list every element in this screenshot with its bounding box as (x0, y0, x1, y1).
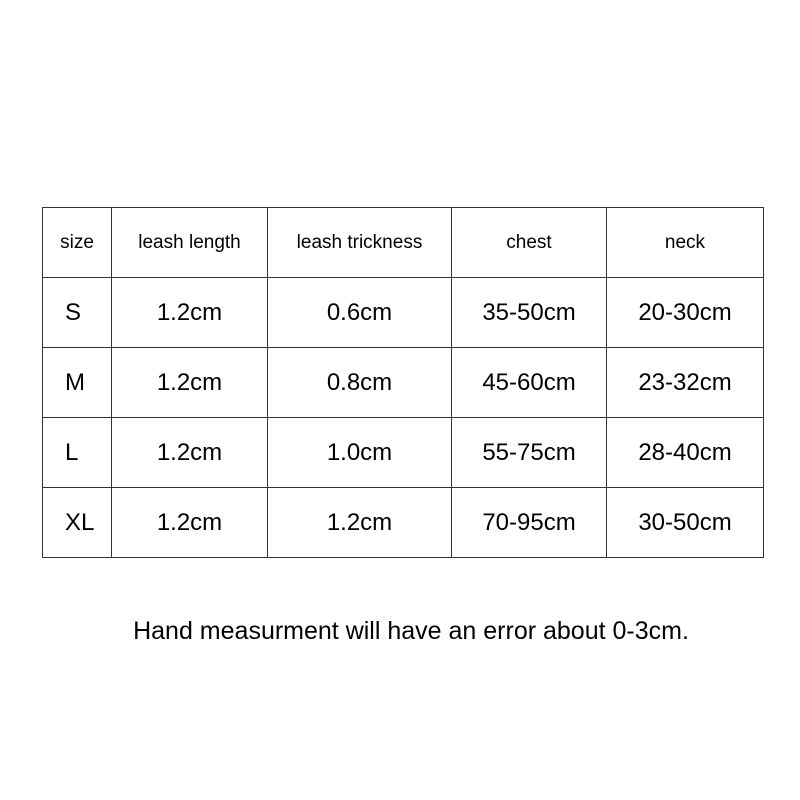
cell-chest: 70-95cm (452, 488, 607, 558)
cell-chest: 35-50cm (452, 278, 607, 348)
cell-size: S (43, 278, 112, 348)
cell-leash-length: 1.2cm (112, 488, 268, 558)
cell-size: XL (43, 488, 112, 558)
cell-leash-thickness: 1.0cm (268, 418, 452, 488)
cell-leash-thickness: 0.6cm (268, 278, 452, 348)
table-row (43, 278, 764, 348)
header-leash-thickness: leash trickness (268, 208, 452, 278)
cell-chest: 45-60cm (452, 348, 607, 418)
header-leash-length: leash length (112, 208, 268, 278)
table-row (43, 488, 764, 558)
cell-leash-length: 1.2cm (112, 418, 268, 488)
cell-neck: 20-30cm (607, 278, 764, 348)
table-header-row (43, 208, 764, 278)
header-neck: neck (607, 208, 764, 278)
header-chest: chest (452, 208, 607, 278)
size-chart-table (42, 207, 764, 558)
cell-chest: 55-75cm (452, 418, 607, 488)
measurement-error-note: Hand measurment will have an error about 0-3cm. (133, 617, 689, 645)
cell-size: M (43, 348, 112, 418)
cell-leash-thickness: 1.2cm (268, 488, 452, 558)
cell-neck: 30-50cm (607, 488, 764, 558)
cell-size: L (43, 418, 112, 488)
table-row (43, 418, 764, 488)
cell-neck: 23-32cm (607, 348, 764, 418)
header-size: size (43, 208, 112, 278)
table-row (43, 348, 764, 418)
cell-leash-thickness: 0.8cm (268, 348, 452, 418)
cell-leash-length: 1.2cm (112, 348, 268, 418)
cell-leash-length: 1.2cm (112, 278, 268, 348)
cell-neck: 28-40cm (607, 418, 764, 488)
